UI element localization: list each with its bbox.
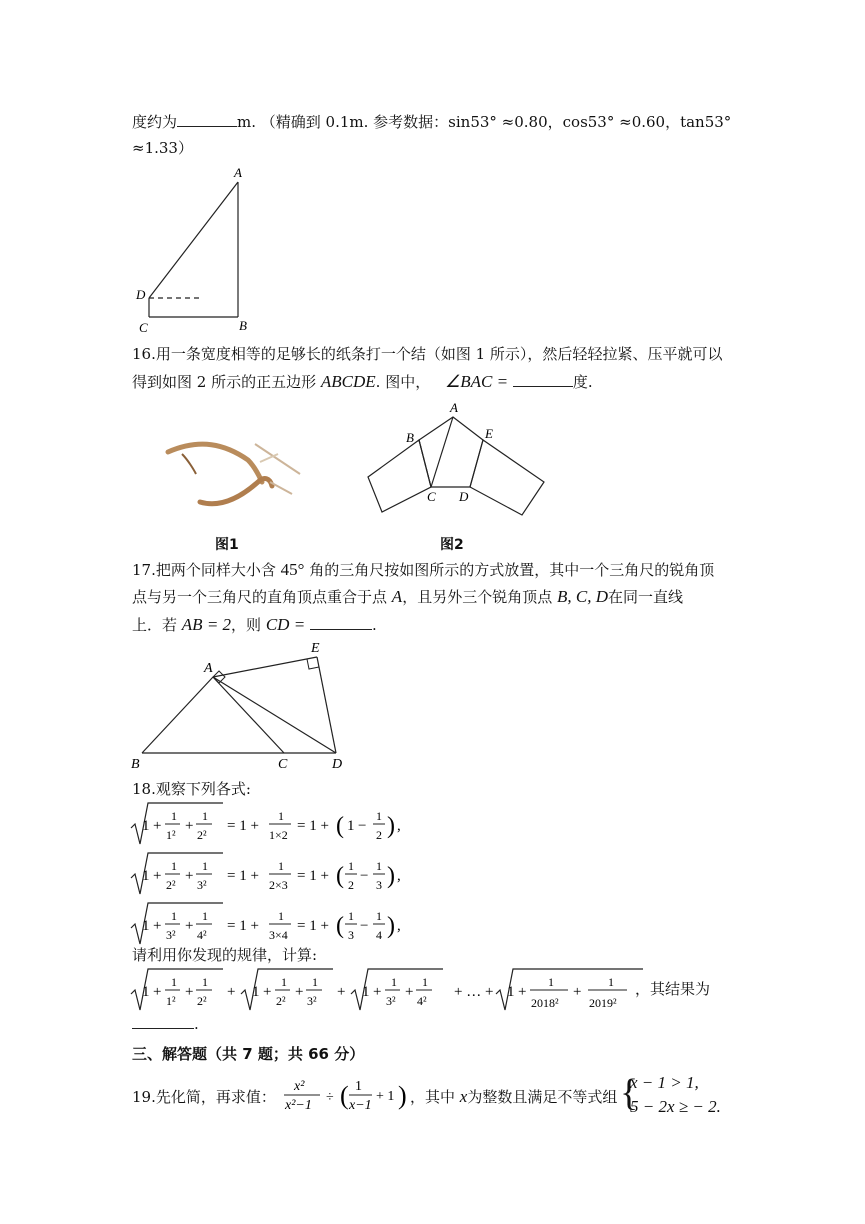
q15-figure bbox=[125, 165, 265, 335]
q17-answer-blank[interactable] bbox=[310, 613, 372, 630]
svg-text:+: + bbox=[295, 984, 304, 1000]
svg-text:+: + bbox=[185, 984, 194, 1000]
q17-line3 bbox=[132, 613, 377, 636]
svg-text:+: + bbox=[227, 984, 236, 1000]
svg-text:x−1: x−1 bbox=[349, 1098, 372, 1113]
q16-fig2-caption: 图2 bbox=[440, 537, 464, 553]
svg-text:1: 1 bbox=[376, 859, 382, 873]
q17-label-d: D bbox=[332, 757, 343, 772]
q18-eq2 bbox=[131, 853, 401, 894]
q17-points: B, C, D bbox=[556, 587, 608, 606]
svg-text:): ) bbox=[387, 863, 395, 889]
q19-text-a: 19.先化简，再求值： bbox=[132, 1088, 276, 1106]
svg-text:1: 1 bbox=[202, 859, 208, 873]
svg-text:+: + bbox=[185, 918, 194, 934]
svg-text:,: , bbox=[397, 918, 401, 934]
q18-sum-t3-b: 3² bbox=[386, 994, 396, 1008]
svg-text:+: + bbox=[153, 918, 162, 934]
q18-eq3-b: 3² bbox=[166, 928, 176, 942]
svg-text:,: , bbox=[397, 818, 401, 834]
q16-text-c: 度. bbox=[572, 373, 593, 391]
q19-text-b: ，其中 bbox=[410, 1088, 456, 1106]
q18-eq1-b: 1² bbox=[166, 828, 176, 842]
svg-text:1: 1 bbox=[278, 809, 284, 823]
q18-sum-t2-b: 2² bbox=[276, 994, 286, 1008]
q15-line2: ≈1.33） bbox=[132, 139, 193, 157]
svg-text:+: + bbox=[518, 984, 527, 1000]
svg-text:1: 1 bbox=[171, 909, 177, 923]
svg-text:+: + bbox=[153, 868, 162, 884]
q19-text-b-line bbox=[410, 1086, 617, 1108]
q18-eq2-a: 1 bbox=[142, 868, 150, 884]
svg-text:= 1 +: = 1 + bbox=[297, 818, 329, 834]
q15-label-a: A bbox=[234, 165, 242, 180]
q18-eq3 bbox=[131, 903, 401, 944]
q18-intro: 18.观察下列各式: bbox=[132, 780, 251, 798]
q17-text-h: . bbox=[371, 616, 377, 634]
svg-text:−: − bbox=[358, 818, 367, 834]
q15-label-d: D bbox=[136, 287, 146, 302]
q18-eq3-r1: 3 bbox=[348, 928, 354, 942]
q17-text-g: ，则 bbox=[231, 616, 262, 634]
q18-sum-t1-c: 2² bbox=[197, 994, 207, 1008]
q16-text-a: 得到如图 2 所示的正五边形 bbox=[132, 373, 317, 391]
q18-eq1-r2: 2 bbox=[376, 828, 382, 842]
q17-text-a: 17.把两个同样大小含 bbox=[132, 561, 276, 579]
svg-text:x²: x² bbox=[294, 1079, 305, 1094]
q18-equations bbox=[128, 800, 418, 950]
svg-text:1: 1 bbox=[171, 859, 177, 873]
q18-eq1-c: 2² bbox=[197, 828, 207, 842]
q18-sum-t2-c: 3² bbox=[307, 994, 317, 1008]
svg-text:+: + bbox=[337, 984, 346, 1000]
q18-end: . bbox=[194, 1015, 199, 1033]
svg-text:+: + bbox=[153, 818, 162, 834]
svg-text:= 1 +: = 1 + bbox=[227, 868, 259, 884]
svg-text:(: ( bbox=[336, 863, 344, 889]
svg-text:): ) bbox=[387, 913, 395, 939]
q18-eq1 bbox=[131, 803, 401, 844]
q16-answer-blank[interactable] bbox=[513, 370, 573, 387]
svg-text:1: 1 bbox=[171, 809, 177, 823]
svg-text:1: 1 bbox=[391, 975, 397, 989]
section3-title: 三、解答题（共 7 题；共 66 分） bbox=[132, 1045, 365, 1063]
q16-pentagon-name: ABCDE bbox=[320, 372, 376, 391]
svg-text:= 1 +: = 1 + bbox=[227, 818, 259, 834]
q16-fig2-label-d: D bbox=[459, 489, 469, 504]
q17-text-d: ，且另外三个锐角顶点 bbox=[402, 588, 553, 606]
svg-text:1: 1 bbox=[312, 975, 318, 989]
q15-line1 bbox=[132, 110, 731, 133]
q15-answer-blank[interactable] bbox=[177, 110, 237, 127]
q17-text-f: 上．若 bbox=[132, 616, 178, 634]
svg-text:= 1 +: = 1 + bbox=[297, 868, 329, 884]
svg-text:+: + bbox=[153, 984, 162, 1000]
svg-text:1: 1 bbox=[376, 809, 382, 823]
q19-ineq1: x − 1 > 1, bbox=[630, 1073, 699, 1092]
q16-fig2-pentagon bbox=[360, 400, 555, 525]
q18-sum-t3-c: 4² bbox=[417, 994, 427, 1008]
q15-label-c: C bbox=[139, 320, 148, 335]
svg-text:1: 1 bbox=[507, 984, 515, 1000]
q18-eq3-c: 4² bbox=[197, 928, 207, 942]
svg-text:1: 1 bbox=[355, 1079, 362, 1094]
q18-eq3-r2: 4 bbox=[376, 928, 382, 942]
q18-sum-t1-b: 1² bbox=[166, 994, 176, 1008]
svg-text:1: 1 bbox=[171, 975, 177, 989]
q18-eq1-a: 1 bbox=[142, 818, 150, 834]
q18-result-label: ，其结果为 bbox=[635, 980, 711, 998]
svg-text:+: + bbox=[185, 868, 194, 884]
q18-prompt: 请利用你发现的规律，计算: bbox=[132, 946, 318, 964]
q17-degree: 45° bbox=[280, 560, 305, 579]
q17-text-c: 点与另一个三角尺的直角顶点重合于点 bbox=[132, 588, 388, 606]
q15-label-b: B bbox=[239, 318, 247, 333]
svg-text:1: 1 bbox=[422, 975, 428, 989]
svg-text:1: 1 bbox=[278, 859, 284, 873]
q19-ineq2: 5 − 2x ≥ − 2. bbox=[630, 1097, 721, 1116]
svg-text:= 1 +: = 1 + bbox=[227, 918, 259, 934]
q18-eq2-c: 3² bbox=[197, 878, 207, 892]
q17-ask: CD = bbox=[265, 615, 306, 634]
q19-var: x bbox=[459, 1087, 468, 1106]
svg-text:1: 1 bbox=[348, 909, 354, 923]
q18-sum-last-c: 2019² bbox=[589, 996, 617, 1010]
q16-fig2-label-a: A bbox=[450, 400, 458, 415]
q17-line1 bbox=[132, 559, 714, 581]
svg-text:1: 1 bbox=[608, 975, 614, 989]
svg-text:+: + bbox=[573, 984, 582, 1000]
svg-text:1: 1 bbox=[142, 984, 150, 1000]
q15-text-a: 度约为 bbox=[132, 113, 178, 131]
svg-text:): ) bbox=[398, 1081, 407, 1110]
q17-text-e: 在同一直线 bbox=[607, 588, 683, 606]
svg-text:+ 1: + 1 bbox=[376, 1089, 395, 1104]
q18-sum-last-b: 2018² bbox=[531, 996, 559, 1010]
svg-text:1: 1 bbox=[548, 975, 554, 989]
q17-label-a: A bbox=[204, 661, 213, 676]
svg-text:÷: ÷ bbox=[326, 1090, 334, 1105]
q16-line1: 16.用一条宽度相等的足够长的纸条打一个结（如图 1 所示），然后轻轻拉紧、压平就可以 bbox=[132, 345, 723, 363]
svg-text:): ) bbox=[387, 813, 395, 839]
svg-text:= 1 +: = 1 + bbox=[297, 918, 329, 934]
q16-line2 bbox=[132, 370, 593, 393]
q17-label-e: E bbox=[311, 641, 320, 656]
q18-eq2-r2: 3 bbox=[376, 878, 382, 892]
svg-text:1: 1 bbox=[202, 909, 208, 923]
q18-eq1-p: 1×2 bbox=[269, 828, 288, 842]
q16-fig1-knot bbox=[160, 430, 310, 520]
q17-text-b: 角的三角尺按如图所示的方式放置，其中一个三角尺的锐角顶 bbox=[309, 561, 715, 579]
q18-eq2-p: 2×3 bbox=[269, 878, 288, 892]
svg-text:−: − bbox=[360, 868, 369, 884]
q18-answer-line bbox=[132, 1012, 199, 1035]
q18-eq3-a: 1 bbox=[142, 918, 150, 934]
q16-text-b: . 图中， bbox=[375, 373, 431, 391]
q16-fig1-caption: 图1 bbox=[215, 537, 239, 553]
q17-given: AB = 2 bbox=[181, 615, 232, 634]
svg-text:1: 1 bbox=[376, 909, 382, 923]
q18-eq2-b: 2² bbox=[166, 878, 176, 892]
svg-text:1: 1 bbox=[362, 984, 370, 1000]
svg-text:x²−1: x²−1 bbox=[285, 1098, 312, 1113]
q19-expression bbox=[282, 1076, 412, 1120]
q16-angle-expr: ∠BAC = bbox=[444, 372, 509, 391]
svg-text:+: + bbox=[373, 984, 382, 1000]
q16-fig2-label-c: C bbox=[427, 489, 436, 504]
svg-text:1: 1 bbox=[281, 975, 287, 989]
svg-text:1: 1 bbox=[252, 984, 260, 1000]
q18-eq1-r1: 1 bbox=[347, 818, 355, 834]
q17-line2 bbox=[132, 586, 683, 608]
svg-text:1: 1 bbox=[348, 859, 354, 873]
q18-answer-blank[interactable] bbox=[132, 1012, 194, 1029]
svg-text:1: 1 bbox=[278, 909, 284, 923]
q17-label-b: B bbox=[131, 757, 140, 772]
q16-fig2-label-e: E bbox=[485, 426, 493, 441]
svg-text:(: ( bbox=[336, 913, 344, 939]
svg-text:(: ( bbox=[340, 1081, 349, 1110]
q18-eq3-p: 3×4 bbox=[269, 928, 288, 942]
svg-text:+: + bbox=[185, 818, 194, 834]
svg-text:+: + bbox=[263, 984, 272, 1000]
svg-text:(: ( bbox=[336, 813, 344, 839]
q17-label-c: C bbox=[278, 757, 288, 772]
q15-text-b: m. （精确到 0.1m. 参考数据：sin53° ≈0.80，cos53° ≈0.60，tan53° bbox=[237, 113, 732, 131]
q17-point-a: A bbox=[391, 587, 403, 606]
q18-eq2-r1: 2 bbox=[348, 878, 354, 892]
svg-text:1: 1 bbox=[202, 809, 208, 823]
svg-text:−: − bbox=[360, 918, 369, 934]
svg-text:1: 1 bbox=[202, 975, 208, 989]
q16-fig2-label-b: B bbox=[406, 430, 414, 445]
q19-text-c: 为整数且满足不等式组 bbox=[467, 1088, 618, 1106]
svg-text:+: + bbox=[405, 984, 414, 1000]
q18-sum-dots: + … + bbox=[454, 984, 494, 1000]
svg-text:,: , bbox=[397, 868, 401, 884]
q17-figure bbox=[125, 640, 355, 775]
